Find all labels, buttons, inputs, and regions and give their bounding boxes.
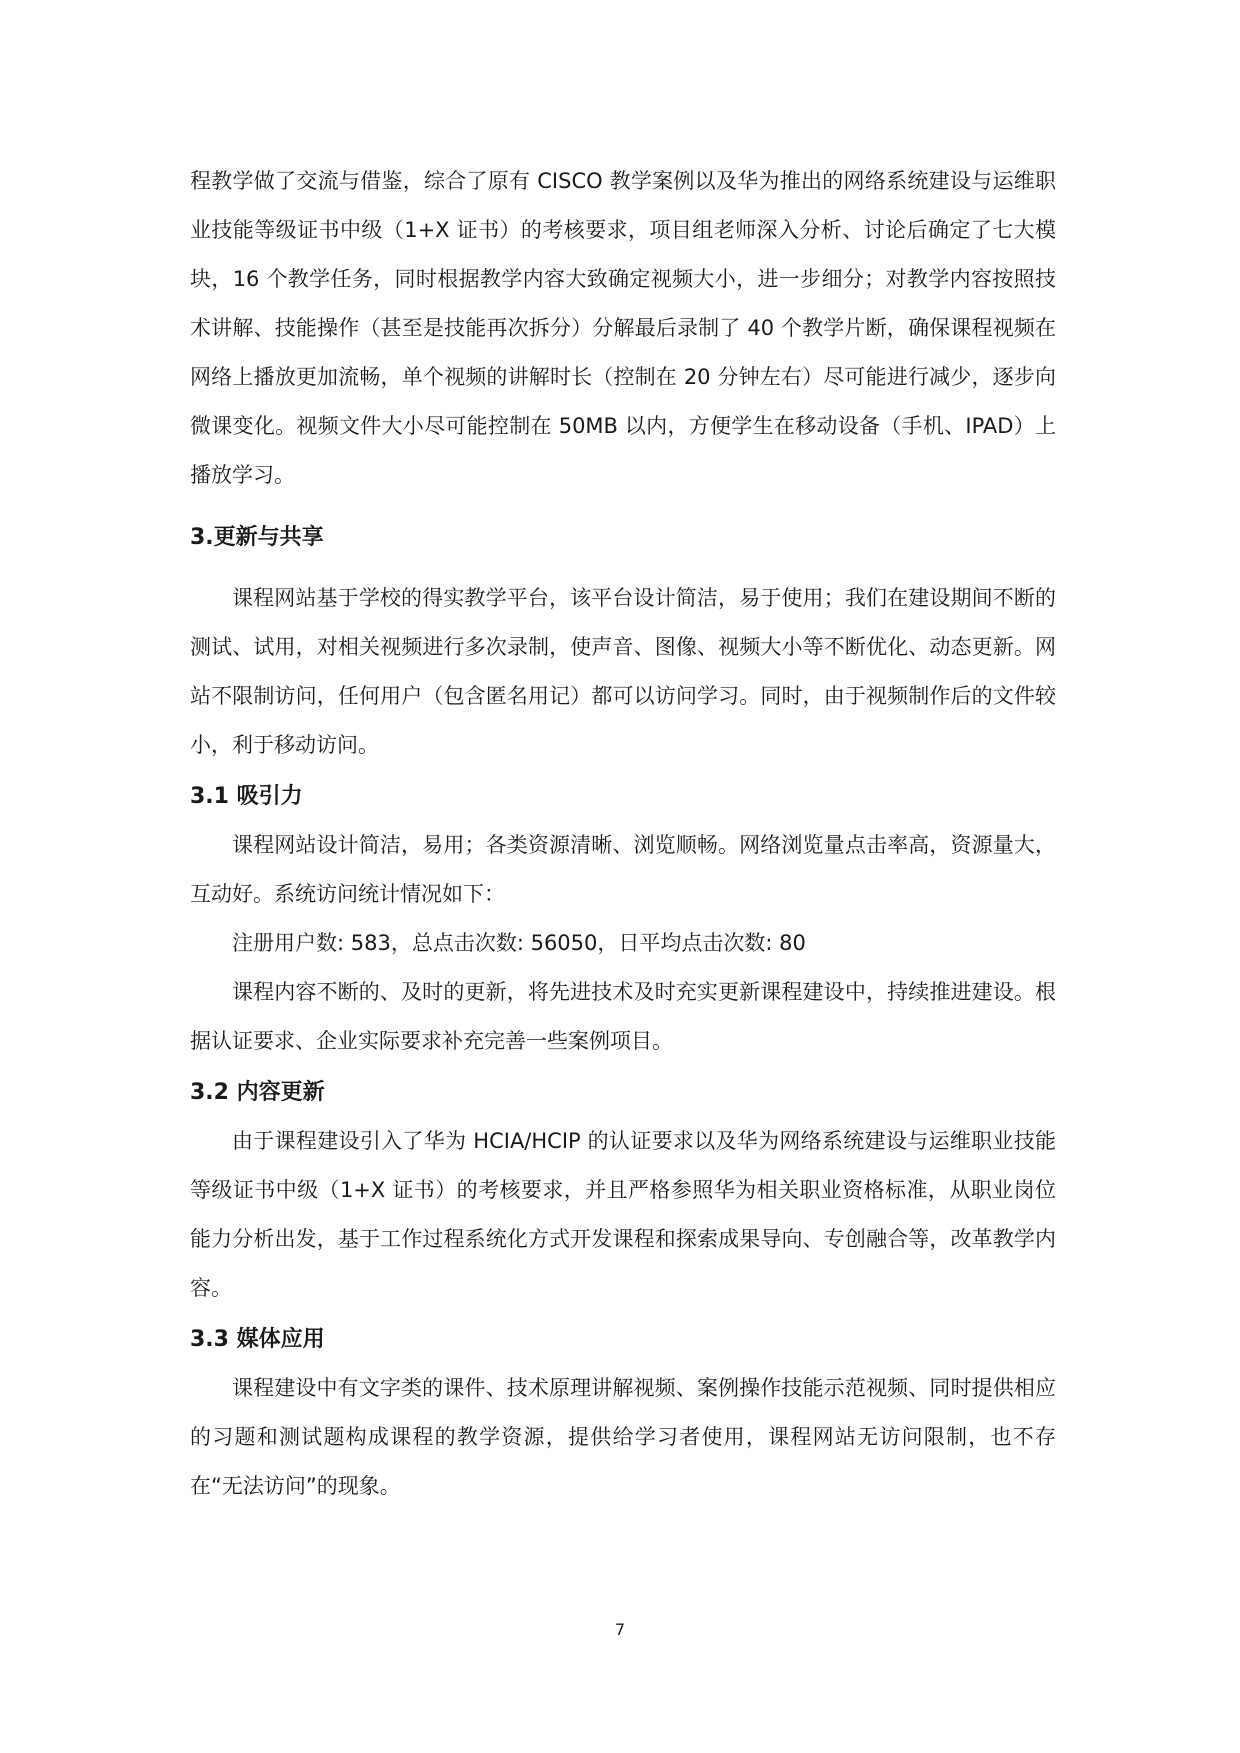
heading-media-application: 3.3 媒体应用 <box>190 1327 325 1352</box>
paragraph-course-website: 课程网站基于学校的得实教学平台，该平台设计简洁，易于使用；我们在建设期间不断的测试、试用，对相关视频进行多次录制，使声音、图像、视频大小等不断优化、动态更新。网站不限制访问，任何用户（包含匿名用记）都可以访问学习。同时，由于视频制作后的文件较小，利于移动访问。 <box>190 586 1056 757</box>
paragraph-continued-intro: 程教学做了交流与借鉴，综合了原有 CISCO 教学案例以及华为推出的网络系统建设与运维职业技能等级证书中级（1+X 证书）的考核要求，项目组老师深入分析、讨论后确定了七大模块，16 个教学任务，同时根据教学内容大致确定视频大小，进一步细分；对教学内容按照技术讲解、技能操作（甚至是技能再次拆分）分解最后录制了 40 个教学片断，确保课程视频在网络上播放更加流畅，单个视频的讲解时长（控制在 20 分钟左右）尽可能进行减少，逐步向微课变化。视频文件大小尽可能控制在 50MB 以内，方便学生在移动设备（手机、IPAD）上播放学习。 <box>190 169 1056 487</box>
paragraph-site-design: 课程网站设计简洁，易用；各类资源清晰、浏览顺畅。网络浏览量点击率高，资源量大，互动好。系统访问统计情况如下： <box>190 833 1056 906</box>
paragraph-teaching-resources: 课程建设中有文字类的课件、技术原理讲解视频、案例操作技能示范视频、同时提供相应的习题和测试题构成课程的教学资源，提供给学习者使用，课程网站无访问限制，也不存在“无法访问”的现象。 <box>190 1376 1056 1498</box>
paragraph-content-updates: 课程内容不断的、及时的更新，将先进技术及时充实更新课程建设中，持续推进建设。根据认证要求、企业实际要求补充完善一些案例项目。 <box>190 980 1056 1053</box>
paragraph-huawei-certification: 由于课程建设引入了华为 HCIA/HCIP 的认证要求以及华为网络系统建设与运维职业技能等级证书中级（1+X 证书）的考核要求，并且严格参照华为相关职业资格标准，从职业岗位能力分析出发，基于工作过程系统化方式开发课程和探索成果导向、专创融合等，改革教学内容。 <box>190 1129 1056 1300</box>
page-content <box>190 157 1056 1511</box>
heading-content-update: 3.2 内容更新 <box>190 1080 325 1105</box>
heading-attractiveness: 3.1 吸引力 <box>190 784 303 809</box>
page-number: 7 <box>614 1620 626 1639</box>
paragraph-access-stats: 注册用户数: 583，总点击次数: 56050，日平均点击次数: 80 <box>232 931 806 955</box>
heading-update-and-share: 3.更新与共享 <box>190 525 324 550</box>
